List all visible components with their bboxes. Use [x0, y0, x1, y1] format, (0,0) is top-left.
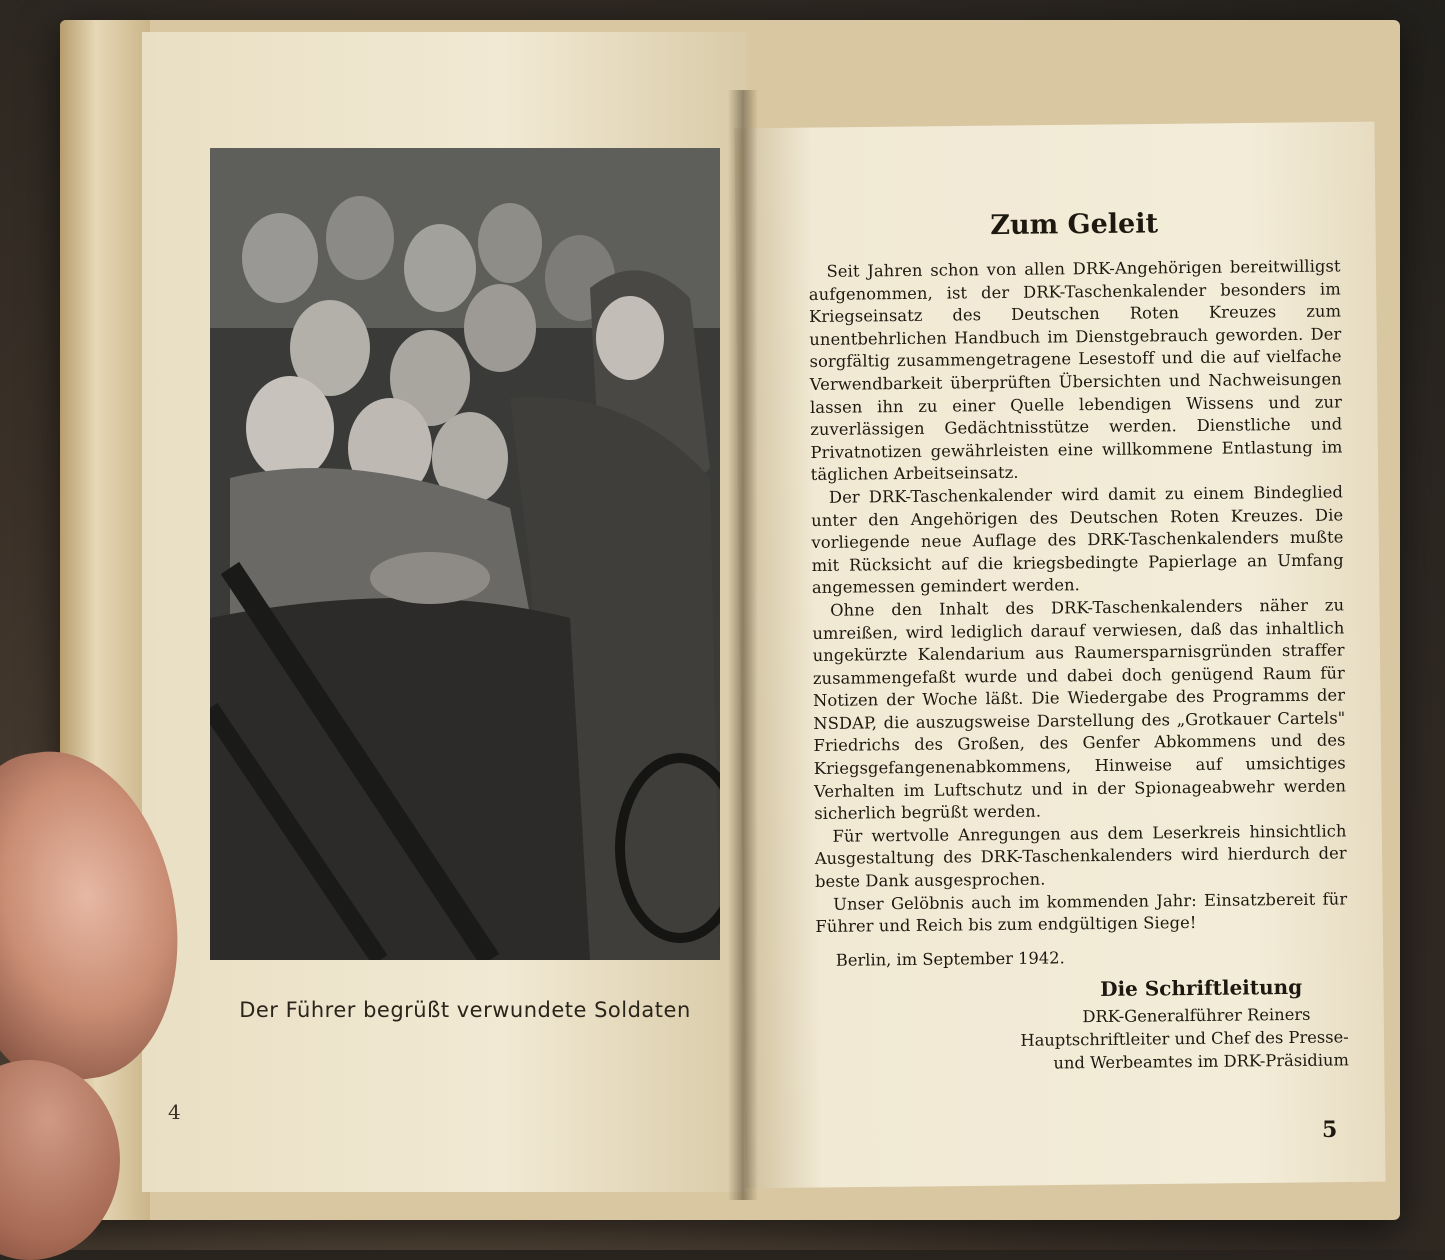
signature-role: und Werbeamtes im DRK-Präsidium	[1053, 1050, 1350, 1073]
signature-title: Die Schriftleitung	[1100, 974, 1303, 1001]
photo-rendering	[210, 148, 720, 960]
paragraph: Ohne den Inhalt des DRK-Taschenkalenders näher zu umreißen, wird lediglich darauf verwiesen, daß das inhaltlich ungekürzte Kalendarium aus Raumersparnisgründen straffer zusammengefaßt wurde und dabei doch genügend Raum für Notizen der Woche läßt. Die Wiedergabe des Programms der NSDAP, die auszugsweise Darstellung des „Grotkauer Cartels" Friedrichs des Großen, des Genfer Abkommens und des Kriegsgefangenenabkommens, Hinweise auf umsichtiges Verhalten im Luftschutz und in der Spionageabwehr werden sicherlich begrüßt werden.	[812, 595, 1347, 824]
paragraph: Für wertvolle Anregungen aus dem Leserkreis hinsichtlich Ausgestaltung des DRK-Taschenkalenders wird hierdurch der beste Dank ausgesprochen.	[814, 821, 1347, 891]
signature-role: Hauptschriftleiter und Chef des Presse-	[1020, 1027, 1349, 1050]
signature-name: DRK-Generalführer Reiners	[1082, 1004, 1311, 1026]
page-number-left: 4	[168, 1100, 181, 1124]
book-gutter	[728, 90, 758, 1200]
historical-photograph	[210, 148, 720, 960]
paragraph: Unser Gelöbnis auch im kommenden Jahr: Einsatzbereit für Führer und Reich bis zum endgültigen Siege!	[815, 889, 1348, 937]
page-number-right: 5	[1322, 1117, 1338, 1143]
foreword-text-block	[808, 206, 1349, 1076]
page-heading: Zum Geleit	[990, 208, 1159, 242]
signature-block	[816, 974, 1349, 1077]
photo-caption: Der Führer begrüßt verwundete Soldaten	[239, 998, 691, 1022]
dateline: Berlin, im September 1942.	[835, 948, 1065, 970]
paragraph: Seit Jahren schon von allen DRK-Angehörigen bereitwilligst aufgenommen, ist der DRK-Taschenkalender besonders im Kriegseinsatz des Deutschen Roten Kreuzes zum unentbehrlichen Handbuch im Dienstgebrauch geworden. Der sorgfältig zusammengetragene Lesestoff und die auf vielfache Verwendbarkeit überprüften Übersichten und Nachweisungen lassen ihn zu einer Quelle lebendigen Wissens und zur zuverlässigen Gedächtnisstütze werden. Dienstliche und Privatnotizen gewährleisten eine willkommene Entlastung im täglichen Arbeitseinsatz.	[808, 256, 1343, 485]
paragraph: Der DRK-Taschenkalender wird damit zu einem Bindeglied unter den Angehörigen des Deutschen Roten Kreuzes. Die vorliegende neue Auflage des DRK-Taschenkalenders mußte mit Rücksicht auf die kriegsbedingte Papierlage an Umfang angemessen gemindert werden.	[811, 482, 1344, 598]
